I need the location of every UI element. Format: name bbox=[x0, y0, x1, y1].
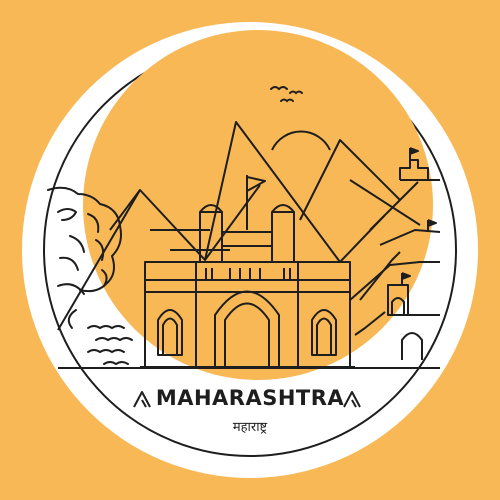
badge-title: MAHARASHTRA bbox=[155, 386, 345, 410]
badge-subtitle: महाराष्ट्र bbox=[232, 420, 268, 435]
sun-disc bbox=[83, 30, 433, 380]
